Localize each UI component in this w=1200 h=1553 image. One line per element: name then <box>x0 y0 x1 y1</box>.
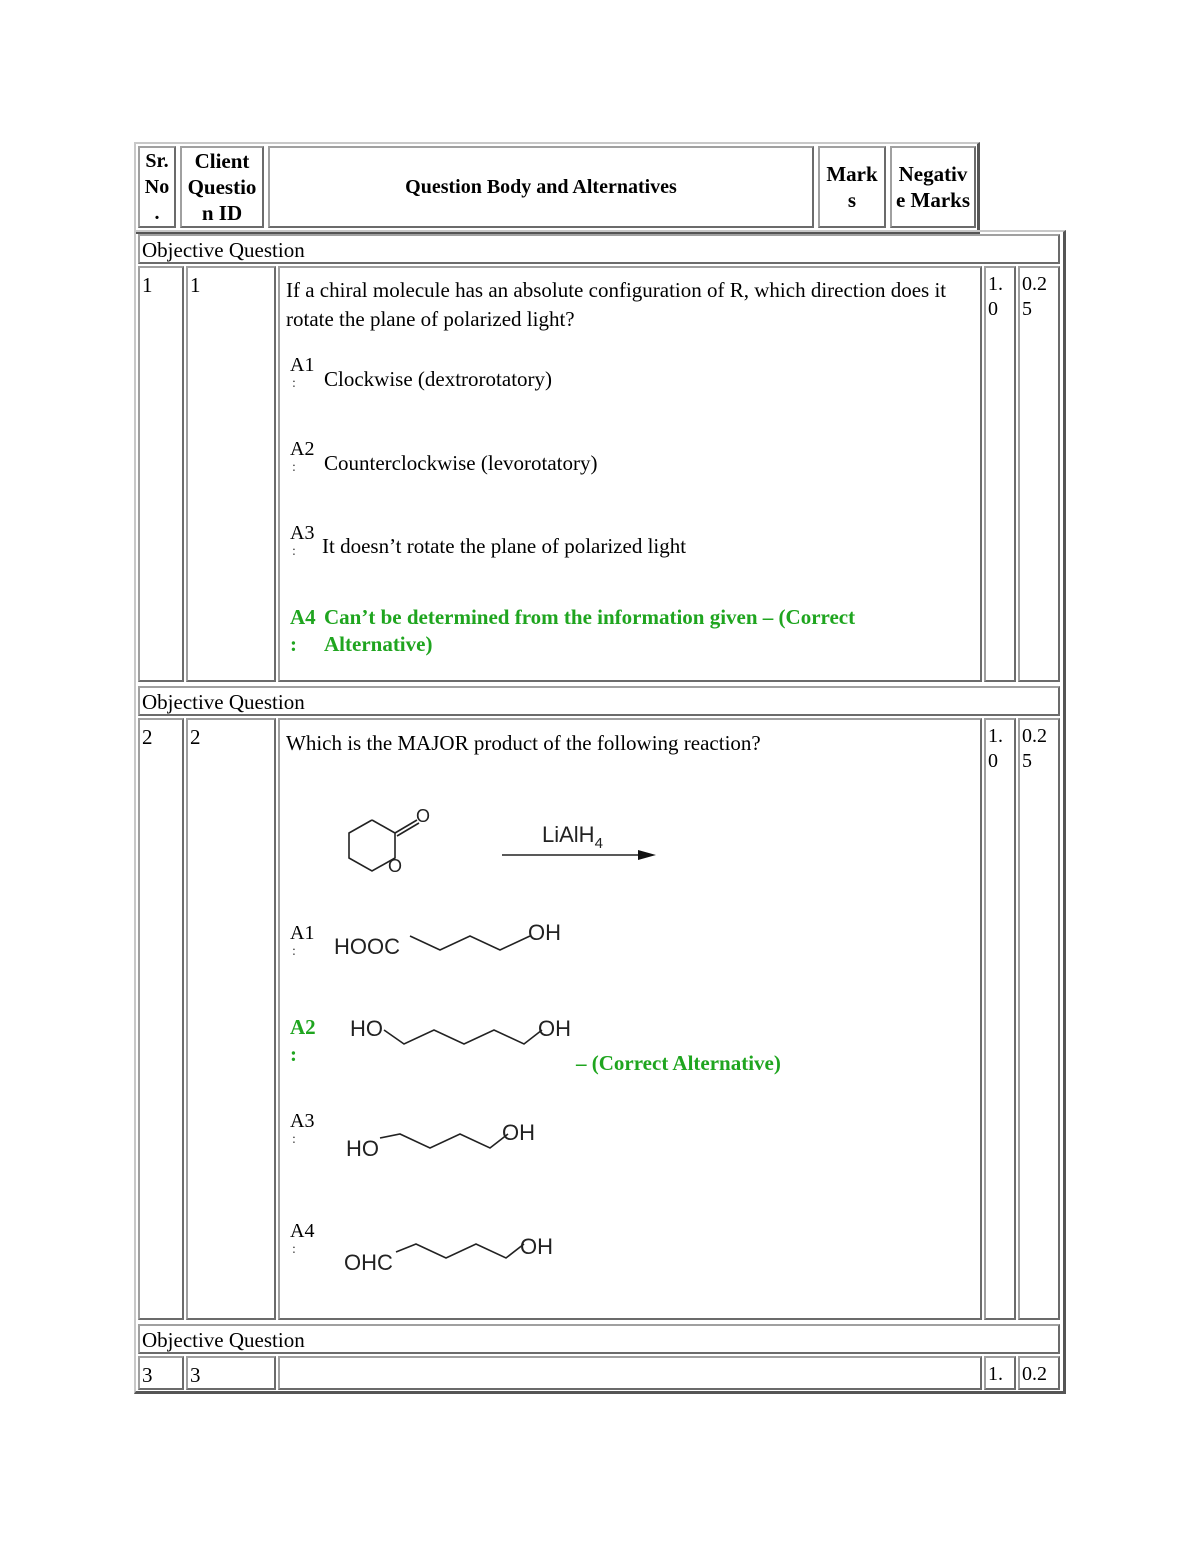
q2-a4-label: A4 : <box>290 1220 315 1257</box>
q2-client-id: 2 <box>190 725 201 749</box>
q2-body-cell <box>278 718 982 1320</box>
q1-client-id-cell <box>186 266 276 682</box>
section-row-3 <box>138 1324 1060 1354</box>
section-label: Objective Question <box>142 1328 305 1352</box>
q2-a2-correct-note: – (Correct Alternative) <box>576 1051 781 1075</box>
q3-client-id-cell <box>186 1356 276 1390</box>
q1-a1-label: A1 : <box>290 354 315 391</box>
header-marks: Mark s <box>818 146 886 228</box>
svg-text:OH: OH <box>538 1016 571 1041</box>
q3-body-cell <box>278 1356 982 1390</box>
header-sr-no: Sr. No . <box>138 146 176 228</box>
q3-negative-marks: 0.2 <box>1022 1363 1047 1385</box>
q2-marks-cell <box>984 718 1016 1320</box>
svg-text:OH: OH <box>502 1120 535 1145</box>
arrow-right-icon <box>638 850 656 860</box>
q1-a2-label: A2 : <box>290 438 315 475</box>
q2-question-text: Which is the MAJOR product of the following reaction? <box>286 731 761 755</box>
ring-oxygen: O <box>388 856 403 876</box>
q1-a3-text: It doesn’t rotate the plane of polarized light <box>322 534 687 558</box>
carbonyl-oxygen: O <box>416 806 431 826</box>
q3-sr: 3 <box>142 1363 153 1387</box>
section-row-1 <box>138 234 1060 264</box>
reagent-subscript: 4 <box>594 835 603 852</box>
q2-a3-structure <box>342 1118 562 1168</box>
q3-marks-cell <box>984 1356 1016 1390</box>
svg-text:OH: OH <box>520 1234 553 1259</box>
svg-text:OH: OH <box>528 920 561 945</box>
svg-text:OHC: OHC <box>344 1250 393 1275</box>
reaction-scheme <box>320 800 680 900</box>
q2-a3-label: A3 : <box>290 1110 315 1147</box>
reagent: LiAlH <box>542 822 595 847</box>
svg-text:HO: HO <box>346 1136 379 1161</box>
q1-sr: 1 <box>142 273 153 297</box>
q3-negative-cell <box>1018 1356 1060 1390</box>
svg-text:LiAlH4 <box>542 822 603 852</box>
header-client-question-id: Client Questio n ID <box>180 146 264 228</box>
q1-negative-cell <box>1018 266 1060 682</box>
q1-marks: 1. 0 <box>988 273 1003 320</box>
q1-sr-cell <box>138 266 184 682</box>
svg-text:HOOC: HOOC <box>334 934 400 959</box>
q2-a2-label: A2 : <box>290 1015 316 1066</box>
q1-body-cell <box>278 266 982 682</box>
q2-sr-cell <box>138 718 184 1320</box>
svg-text:HO: HO <box>350 1016 383 1041</box>
q2-marks: 1. 0 <box>988 725 1003 772</box>
q2-a4-structure <box>342 1232 582 1282</box>
section-label: Objective Question <box>142 690 305 714</box>
q1-a4-text: Can’t be determined from the information given – (Correct Alternative) <box>324 605 856 656</box>
q2-a1-structure <box>330 916 590 966</box>
q2-negative-cell <box>1018 718 1060 1320</box>
q1-a3-label: A3 : <box>290 522 315 559</box>
section-label: Objective Question <box>142 238 305 262</box>
q2-negative-marks: 0.2 5 <box>1022 725 1047 772</box>
q2-sr: 2 <box>142 725 153 749</box>
q2-a2-structure <box>346 1014 586 1064</box>
q1-a1-text: Clockwise (dextrorotatory) <box>324 367 553 391</box>
section-row-2 <box>138 686 1060 716</box>
header-negative-marks: Negativ e Marks <box>890 146 976 228</box>
q3-marks: 1. <box>988 1363 1003 1385</box>
q1-question-text: If a chiral molecule has an absolute configuration of R, which direction does it rotate the plane of polarized light? <box>286 278 947 331</box>
q2-a1-label: A1 : <box>290 922 315 959</box>
q1-marks-cell <box>984 266 1016 682</box>
q1-negative-marks: 0.2 5 <box>1022 273 1047 320</box>
q1-client-id: 1 <box>190 273 201 297</box>
q2-client-id-cell <box>186 718 276 1320</box>
q3-client-id: 3 <box>190 1363 201 1387</box>
q3-sr-cell <box>138 1356 184 1390</box>
header-question-body: Question Body and Alternatives <box>268 146 814 228</box>
q1-a4-label: A4 : <box>290 605 316 656</box>
q1-a2-text: Counterclockwise (levorotatory) <box>324 451 598 475</box>
